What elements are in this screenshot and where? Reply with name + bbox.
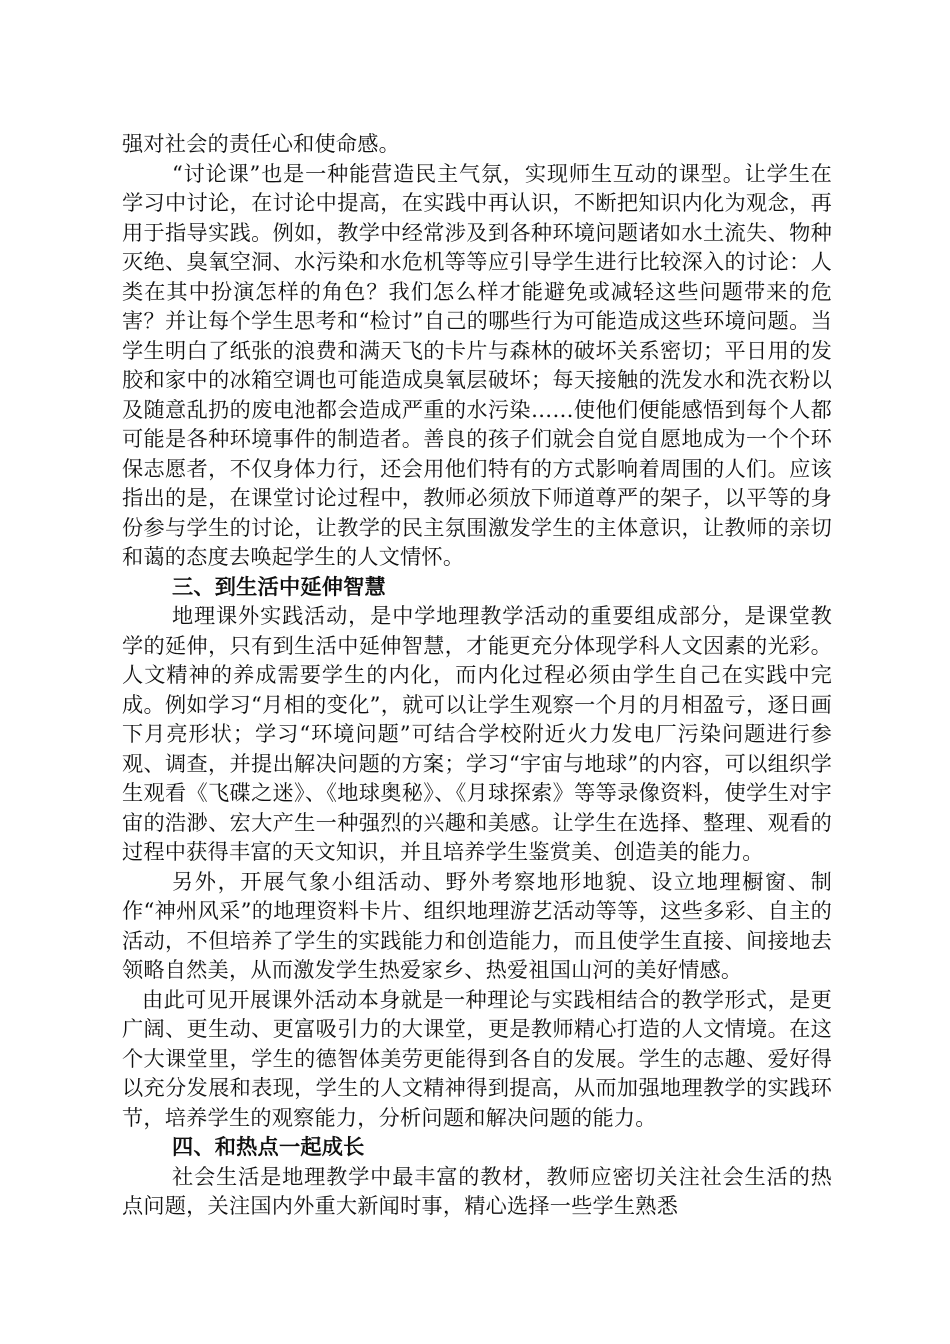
paragraph-continuation: 强对社会的责任心和使命感。 <box>122 131 401 156</box>
paragraph-extracurricular-practice: 地理课外实践活动，是中学地理教学活动的重要组成部分，是课堂教学的延伸，只有到生活中延伸智慧，才能更充分体现学科人文因素的光彩。人文精神的养成需要学生的内化，而内化过程必须由学生自己在实践中完成。例如学习“月相的变化”，就可以让学生观察一个月的月相盈亏，逐日画下月亮形状；学习“环境问题”可结合学校附近火力发电厂污染问题进行参观、调查，并提出解决问题的方案；学习“宇宙与地球”的内容，可以组织学生观看《飞碟之迷》、《地球奥秘》、《月球探索》等等录像资料，使学生对宇宙的浩渺、宏大产生一种强烈的兴趣和美感。让学生在选择、整理、观看的过程中获得丰富的天文知识，并且培养学生鉴赏美、创造美的能力。 <box>122 603 832 864</box>
paragraph-other-activities: 另外，开展气象小组活动、野外考察地形地貌、设立地理橱窗、制作“神州风采”的地理资料卡片、组织地理游艺活动等等，这些多彩、自主的活动，不但培养了学生的实践能力和创造能力，而且使学生直接、间接地去领略自然美，从而激发学生热爱家乡、热爱祖国山河的美好情感。 <box>122 868 832 982</box>
section-heading-4: 四、和热点一起成长 <box>172 1134 365 1159</box>
section-heading-3: 三、到生活中延伸智慧 <box>172 573 386 599</box>
paragraph-discussion-class: “讨论课”也是一种能营造民主气氛，实现师生互动的课型。让学生在学习中讨论，在讨论中提高，在实践中再认识，不断把知识内化为观念，再用于指导实践。例如，教学中经常涉及到各种环境问题诸如水土流失、物种灭绝、臭氧空洞、水污染和水危机等等应引导学生进行比较深入的讨论：人类在其中扮演怎样的角色？我们怎么样才能避免或减轻这些问题带来的危害？并让每个学生思考和“检讨”自己的哪些行为可能造成这些环境问题。当学生明白了纸张的浪费和满天飞的卡片与森林的破坏关系密切；平日用的发胶和家中的冰箱空调也可能造成臭氧层破坏；每天接触的洗发水和洗衣粉以及随意乱扔的废电池都会造成严重的水污染……使他们便能感悟到每个人都可能是各种环境事件的制造者。善良的孩子们就会自觉自愿地成为一个个环保志愿者，不仅身体力行，还会用他们特有的方式影响着周围的人们。应该指出的是，在课堂讨论过程中，教师必须放下师道尊严的架子，以平等的身份参与学生的讨论，让教学的民主氛围激发学生的主体意识，让教师的亲切和蔼的态度去唤起学生的人文情怀。 <box>122 160 832 569</box>
document-body <box>122 129 832 1221</box>
paragraph-conclusion: 由此可见开展课外活动本身就是一种理论与实践相结合的教学形式，是更广阔、更生动、更富吸引力的大课堂，更是教师精心打造的人文情境。在这个大课堂里，学生的德智体美劳更能得到各自的发展。学生的志趣、爱好得以充分发展和表现，学生的人文精神得到提高，从而加强地理教学的实践环节，培养学生的观察能力，分析问题和解决问题的能力。 <box>122 986 832 1130</box>
paragraph-social-hotspots: 社会生活是地理教学中最丰富的教材，教师应密切关注社会生活的热点问题，关注国内外重大新闻时事，精心选择一些学生熟悉 <box>122 1163 832 1218</box>
